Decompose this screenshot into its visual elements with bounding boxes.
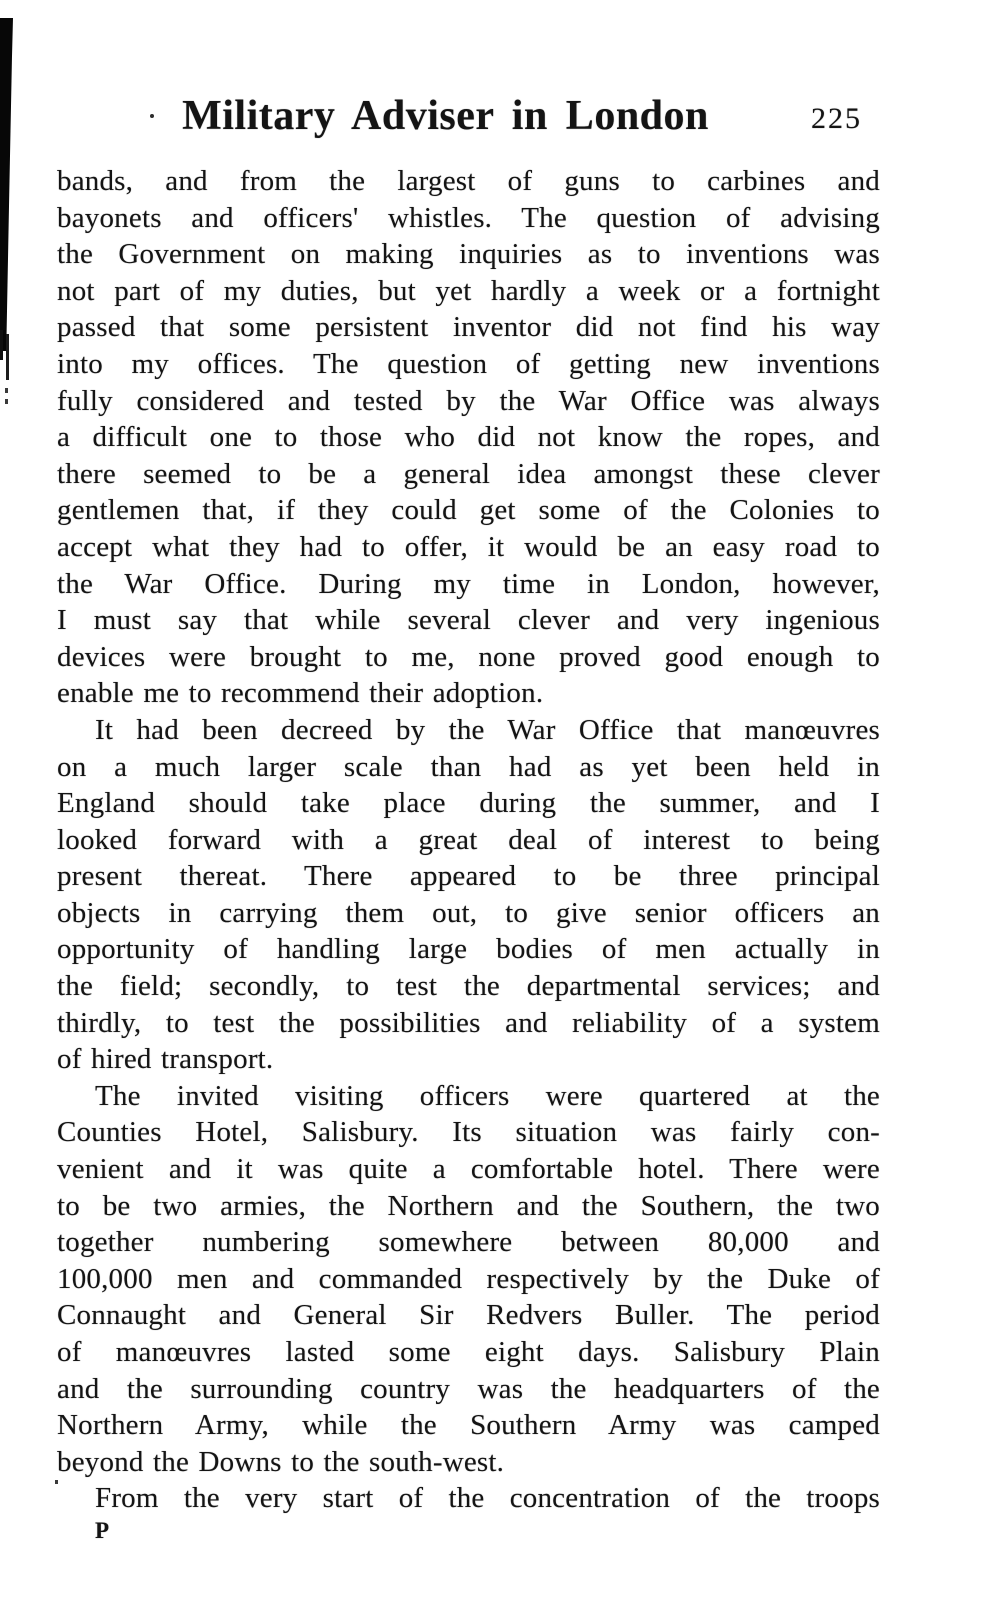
scan-speck: [5, 388, 8, 393]
text-line: of manœuvres lasted some eight days. Salisbury Plain: [57, 1336, 880, 1368]
text-line: Connaught and General Sir Redvers Buller. The period: [57, 1299, 880, 1332]
text-line: England should take place during the summer, and I: [57, 787, 880, 820]
text-line: objects in carrying them out, to give senior officers an: [57, 896, 880, 929]
text-line: venient and it was quite a comfortable hotel. There were: [57, 1153, 880, 1186]
text-line: fully considered and tested by the War Office was always: [57, 384, 880, 417]
text-line: passed that some persistent inventor did not find his way: [57, 311, 880, 344]
text-line: bayonets and officers' whistles. The question of advising: [57, 201, 880, 234]
text-line: together numbering somewhere between 80,000 and: [57, 1226, 880, 1259]
text-body: [57, 163, 880, 1517]
text-line: on a much larger scale than had as yet been held in: [57, 750, 880, 783]
page-number: 225: [811, 102, 862, 135]
text-line: not part of my duties, but yet hardly a week or a fortnight: [57, 274, 880, 307]
scan-speck: [5, 399, 8, 404]
text-line: bands, and from the largest of guns to carbines and: [57, 165, 880, 197]
binding-shadow-edge: [0, 330, 3, 360]
text-line: 100,000 men and commanded respectively by the Duke of: [57, 1262, 880, 1295]
text-line: into my offices. The question of getting new inventions: [57, 347, 880, 380]
text-line: and the surrounding country was the headquarters of the: [57, 1372, 880, 1405]
text-line: Northern Army, while the Southern Army was camped: [57, 1409, 880, 1442]
text-line: to be two armies, the Northern and the Southern, the two: [57, 1189, 880, 1222]
binding-shadow-line: [6, 334, 9, 380]
text-line: looked forward with a great deal of interest to being: [57, 823, 880, 856]
text-line: From the very start of the concentration of the troops: [95, 1482, 880, 1515]
text-line: the field; secondly, to test the departmental services; and: [57, 970, 880, 1003]
page-title: Military Adviser in London: [182, 93, 709, 139]
binding-shadow-bar: [0, 18, 13, 351]
printer-signature-mark: P: [95, 1518, 110, 1543]
running-head: [57, 92, 880, 148]
text-line: a difficult one to those who did not know the ropes, and: [57, 421, 880, 454]
text-line: thirdly, to test the possibilities and reliability of a system: [57, 1006, 880, 1039]
text-line: opportunity of handling large bodies of men actually in: [57, 933, 880, 966]
text-line: I must say that while several clever and very ingenious: [57, 604, 880, 637]
text-line: present thereat. There appeared to be three principal: [57, 860, 880, 893]
text-line: gentlemen that, if they could get some of the Colonies to: [57, 494, 880, 527]
text-line: enable me to recommend their adoption.: [57, 677, 544, 710]
text-line: The invited visiting officers were quartered at the: [95, 1079, 880, 1112]
text-line: of hired transport.: [57, 1043, 274, 1076]
text-line: the War Office. During my time in London, however,: [57, 567, 880, 600]
text-line: accept what they had to offer, it would be an easy road to: [57, 530, 880, 563]
text-line: devices were brought to me, none proved good enough to: [57, 640, 880, 673]
text-line: there seemed to be a general idea amongst these clever: [57, 457, 880, 490]
text-line: It had been decreed by the War Office that manœuvres: [95, 713, 880, 746]
text-line: Counties Hotel, Salisbury. Its situation was fairly con-: [57, 1116, 880, 1149]
text-line: the Government on making inquiries as to inventions was: [57, 238, 880, 271]
text-line: beyond the Downs to the south-west.: [57, 1445, 505, 1478]
